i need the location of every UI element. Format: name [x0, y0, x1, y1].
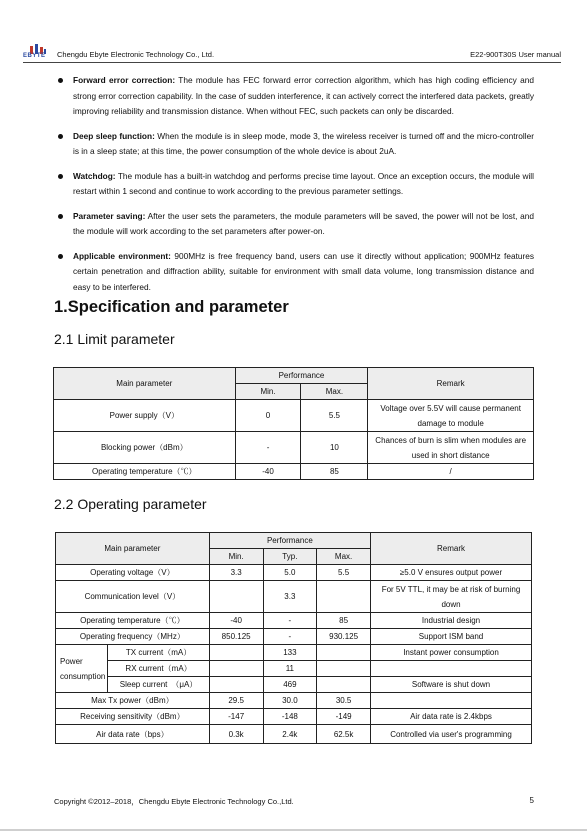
list-item [58, 73, 534, 120]
table-row [56, 581, 532, 613]
operating-parameter-heading: 2.2 Operating parameter [54, 496, 207, 512]
table-cell: ≥5.0 V ensures output power [371, 565, 532, 581]
table-row [56, 693, 532, 709]
table-cell: Power supply（V） [54, 400, 236, 432]
bullet-text: The module has a built-in watchdog and performs precise time layout. Once an exception occurs, the module will restart within 1 second and continue to work according to the previous parameter settings. [73, 170, 534, 196]
table-cell: Operating temperature（℃） [54, 464, 236, 480]
table-row [56, 709, 532, 725]
table-cell: Instant power consumption [371, 645, 532, 661]
bullet-title: Applicable environment: [73, 250, 171, 261]
table-cell: 5.5 [317, 565, 371, 581]
table-cell: 30.0 [263, 693, 317, 709]
table-cell: Software is shut down [371, 677, 532, 693]
table-row [56, 725, 532, 744]
table-cell: -40 [209, 613, 263, 629]
table-cell: - [263, 629, 317, 645]
bullet-title: Watchdog: [73, 170, 116, 181]
table-cell: 930.125 [317, 629, 371, 645]
table-cell: Max Tx power（dBm） [56, 693, 210, 709]
table-row [56, 613, 532, 629]
section-title: 1.Specification and parameter [54, 298, 289, 316]
header-cell: Performance [235, 368, 368, 384]
table-row [56, 645, 532, 661]
feature-list [58, 73, 534, 304]
table-cell: Air data rate is 2.4kbps [371, 709, 532, 725]
table-cell: Voltage over 5.5V will cause permanent damage to module [368, 400, 534, 432]
bullet-text: After the user sets the parameters, the module parameters will be saved, the power will not be lost, and the module will work according to the set parameters after power-on. [73, 210, 534, 236]
header-divider [23, 62, 561, 63]
table-cell: 0.3k [209, 725, 263, 744]
bullet-text: The module has FEC forward error correction algorithm, which has high coding efficiency and strong error correction capability. In the case of sudden interference, it can actively correct the interfered data packets, greatly improving reliability and transmission distance. When without FEC, such packets can only be discarded. [73, 75, 534, 116]
table-cell [371, 693, 532, 709]
table-cell: Communication level（V） [56, 581, 210, 613]
table-row [56, 661, 532, 677]
table-row [56, 629, 532, 645]
table-cell: Operating frequency（MHz） [56, 629, 210, 645]
table-cell [209, 581, 263, 613]
table-cell: 29.5 [209, 693, 263, 709]
table-cell: Industrial design [371, 613, 532, 629]
table-cell [317, 581, 371, 613]
table-cell: / [368, 464, 534, 480]
header-cell: Main parameter [56, 533, 210, 565]
limit-parameter-table [53, 367, 534, 480]
table-cell [209, 677, 263, 693]
table-cell: 5.0 [263, 565, 317, 581]
table-cell [209, 661, 263, 677]
table-cell: Receiving sensitivity（dBm） [56, 709, 210, 725]
header-manual-title: E22-900T30S User manual [470, 50, 561, 59]
table-cell: Support ISM band [371, 629, 532, 645]
bullet-title: Forward error correction: [73, 75, 176, 85]
list-item [58, 169, 534, 200]
table-cell: 85 [301, 464, 368, 480]
table-cell: -148 [263, 709, 317, 725]
table-cell: 62.5k [317, 725, 371, 744]
bullet-title: Deep sleep function: [73, 130, 155, 141]
table-cell: 3.3 [209, 565, 263, 581]
list-item [58, 209, 534, 240]
bullet-title: Parameter saving: [73, 210, 146, 221]
table-cell [317, 677, 371, 693]
table-cell: Sleep current （μA） [108, 677, 209, 693]
copyright-text: Copyright ©2012–2018，Chengdu Ebyte Electronic Technology Co.,Ltd. [54, 797, 294, 806]
table-cell: For 5V TTL, it may be at risk of burning down [371, 581, 532, 613]
table-cell: RX current（mA） [108, 661, 209, 677]
table-cell: 133 [263, 645, 317, 661]
header-cell: Remark [371, 533, 532, 565]
table-cell: -149 [317, 709, 371, 725]
ebyte-logo [23, 44, 53, 62]
table-cell: Controlled via user's programming [371, 725, 532, 744]
table-cell: 85 [317, 613, 371, 629]
header-cell: Min. [235, 384, 301, 400]
list-item [58, 249, 534, 296]
table-row [54, 464, 534, 480]
header-cell: Max. [317, 549, 371, 565]
table-cell: 11 [263, 661, 317, 677]
table-cell: 0 [235, 400, 301, 432]
table-cell: - [235, 432, 301, 464]
table-cell: 2.4k [263, 725, 317, 744]
power-consumption-cell: Power consumption [56, 645, 108, 693]
bullet-text: 900MHz is free frequency band, users can use it directly without application; 900MHz features certain penetration and diffraction ability, suitable for environment with small data volume, long transmission distance and easy to be interfered. [73, 250, 535, 292]
logo-text: EBYTE [23, 53, 46, 59]
table-cell: 30.5 [317, 693, 371, 709]
header-cell: Remark [368, 368, 534, 400]
page-footer [54, 796, 534, 807]
table-cell: Chances of burn is slim when modules are used in short distance [368, 432, 534, 464]
table-row [56, 677, 532, 693]
limit-parameter-heading: 2.1 Limit parameter [54, 331, 175, 347]
header-cell: Max. [301, 384, 368, 400]
table-cell: Operating temperature（℃） [56, 613, 210, 629]
header-cell: Main parameter [54, 368, 236, 400]
table-cell: 10 [301, 432, 368, 464]
table-cell: TX current（mA） [108, 645, 209, 661]
table-cell: Air data rate（bps） [56, 725, 210, 744]
table-cell [317, 661, 371, 677]
table-cell [317, 645, 371, 661]
table-row [56, 565, 532, 581]
header-cell: Performance [209, 533, 370, 549]
header-company: Chengdu Ebyte Electronic Technology Co., Ltd. [57, 50, 215, 59]
table-cell [209, 645, 263, 661]
table-cell: 850.125 [209, 629, 263, 645]
table-cell: Blocking power（dBm） [54, 432, 236, 464]
table-row [54, 400, 534, 432]
table-cell: -147 [209, 709, 263, 725]
table-cell: 469 [263, 677, 317, 693]
table-cell: - [263, 613, 317, 629]
table-cell: -40 [235, 464, 301, 480]
page-number: 5 [529, 796, 534, 805]
operating-parameter-table [55, 532, 532, 744]
table-cell: Operating voltage（V） [56, 565, 210, 581]
page-header [23, 46, 561, 62]
header-cell: Typ. [263, 549, 317, 565]
table-cell: 3.3 [263, 581, 317, 613]
table-row [54, 432, 534, 464]
bullet-text: When the module is in sleep mode, mode 3, the wireless receiver is turned off and the micro-controller is in a sleep state; at this time, the power consumption of the whole device is about 2uA. [73, 130, 534, 156]
table-cell [371, 661, 532, 677]
list-item [58, 129, 534, 160]
header-cell: Min. [209, 549, 263, 565]
table-cell: 5.5 [301, 400, 368, 432]
